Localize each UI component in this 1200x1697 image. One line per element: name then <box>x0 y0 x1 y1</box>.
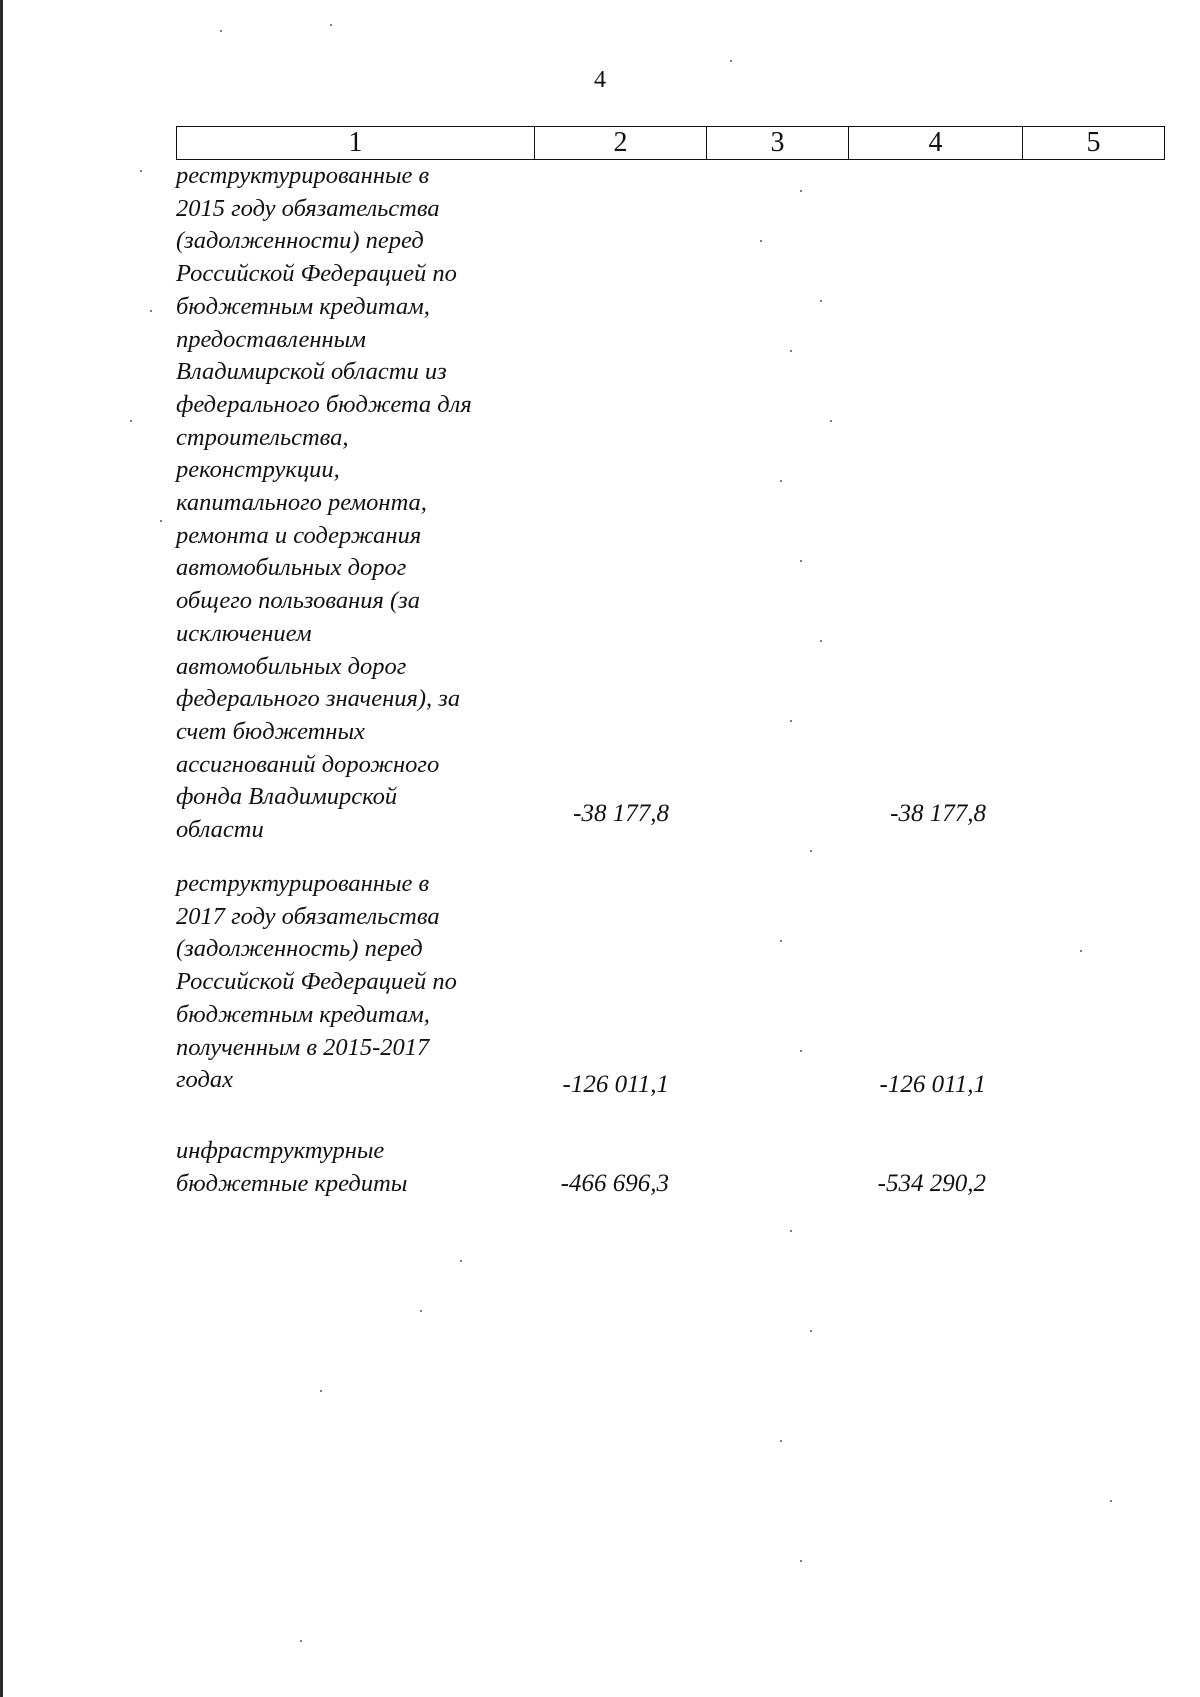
row-1-col-2-value: -38 177,8 <box>573 800 669 827</box>
scan-edge-mark <box>0 0 3 1697</box>
column-header-5: 5 <box>1023 127 1165 160</box>
row-label-restructured-2017: реструктурированные в 2017 году обязательства (задолженность) перед Российской Федерацией по бюджетным кредитам, полученным в 2015-2017 годах <box>176 870 457 1094</box>
row-2-col-2-value: -126 011,1 <box>562 1071 669 1098</box>
column-header-2: 2 <box>535 127 707 160</box>
row-3-col-2-value: -466 696,3 <box>560 1170 669 1197</box>
row-label-restructured-2015: реструктурированные в 2015 году обязательства (задолженности) перед Российской Федерацией по бюджетным кредитам, предоставленным Владимирской области из федерального бюджета для строительства, реконструкции, капитального ремонта, ремонта и содержания автомобильных дорог общего пользования (за исключением автомобильных дорог федерального значения), за счет бюджетных ассигнований дорожного фонда Владимирской области <box>176 162 472 844</box>
column-header-table <box>176 126 1165 160</box>
column-header-row <box>177 127 1165 160</box>
column-header-3: 3 <box>707 127 849 160</box>
column-header-4: 4 <box>849 127 1023 160</box>
row-label-infrastructure-credits: инфраструктурные бюджетные кредиты <box>176 1137 408 1197</box>
row-2-col-4-value: -126 011,1 <box>879 1071 986 1098</box>
row-1-col-4-value: -38 177,8 <box>890 800 986 827</box>
column-header-1: 1 <box>177 127 535 160</box>
page-number: 4 <box>594 67 606 93</box>
row-3-col-4-value: -534 290,2 <box>877 1170 986 1197</box>
